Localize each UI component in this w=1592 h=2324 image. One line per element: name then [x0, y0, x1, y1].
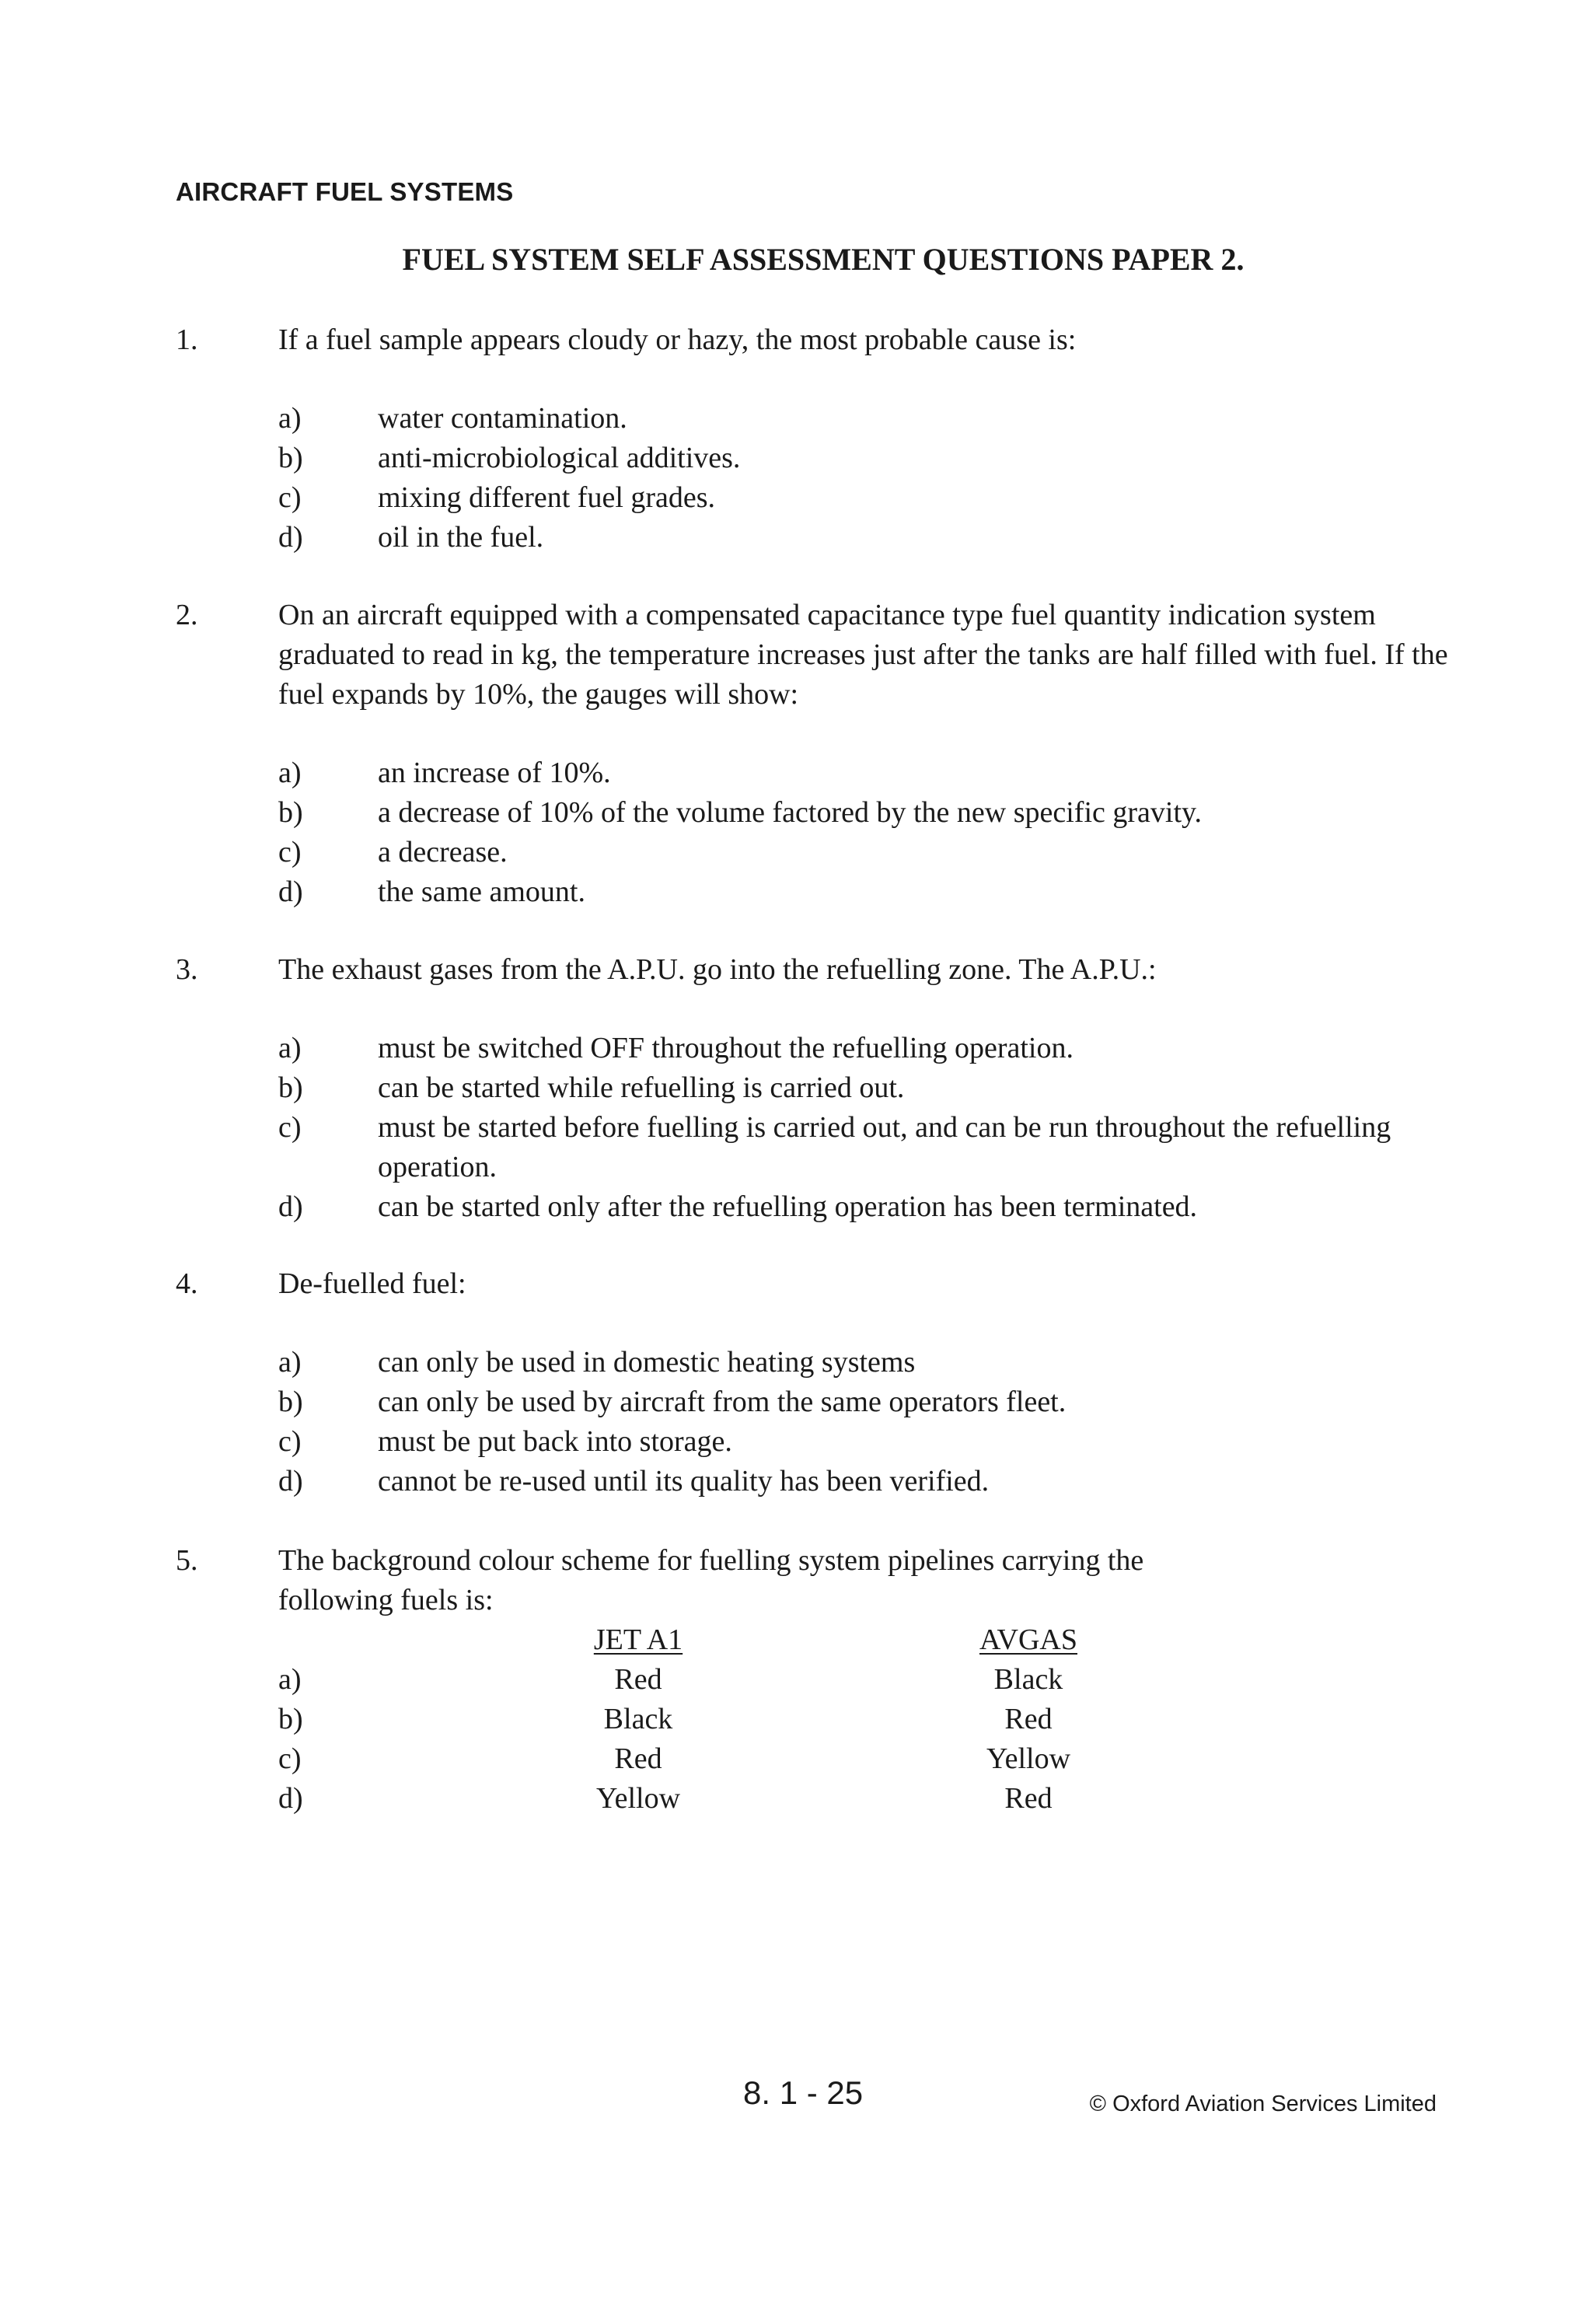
option-letter: a) [278, 757, 302, 789]
jet-a1-colour: Red [614, 1742, 662, 1775]
question-5 [176, 1541, 1451, 1819]
page-number: 8. 1 - 25 [743, 2074, 864, 2111]
option-letter: a) [278, 1346, 302, 1379]
option-letter: b) [278, 1386, 303, 1418]
option-letter: d) [278, 1465, 303, 1497]
question-2 [176, 596, 1451, 912]
option-d [278, 518, 1451, 557]
option-text: oil in the fuel. [378, 521, 544, 554]
question-stem: If a fuel sample appears cloudy or hazy, the most probable cause is: [278, 323, 1077, 356]
option-c [278, 1422, 1451, 1462]
option-text: a decrease. [378, 836, 508, 868]
question-stem-line: The background colour scheme for fuelling system pipelines carrying the [278, 1544, 1144, 1577]
option-letter: b) [278, 442, 303, 474]
question-number: 4. [176, 1267, 198, 1300]
colour-table [278, 1620, 1451, 1819]
table-row [278, 1739, 1451, 1779]
option-text: cannot be re-used until its quality has been verified. [378, 1465, 990, 1497]
option-text: mixing different fuel grades. [378, 481, 716, 514]
column-header-avgas: AVGAS [979, 1623, 1077, 1656]
option-a [278, 399, 1451, 439]
option-letter: a) [278, 402, 302, 435]
section-title: AIRCRAFT FUEL SYSTEMS [176, 177, 514, 206]
table-row [278, 1660, 1451, 1700]
option-a [278, 1343, 1451, 1382]
option-c [278, 1108, 1451, 1187]
option-text: can be started while refuelling is carried out. [378, 1071, 905, 1104]
option-letter: b) [278, 796, 303, 829]
option-d [278, 1187, 1451, 1227]
option-text: water contamination. [378, 402, 627, 435]
avgas-colour: Red [1004, 1703, 1053, 1735]
question-number: 3. [176, 953, 198, 986]
option-d [278, 872, 1451, 912]
option-c [278, 478, 1451, 518]
option-b [278, 439, 1451, 478]
jet-a1-colour: Yellow [595, 1782, 681, 1815]
option-letter: b) [278, 1071, 303, 1104]
answer-options [278, 1029, 1451, 1227]
option-letter: d) [278, 875, 303, 908]
option-text: can only be used by aircraft from the same operators fleet. [378, 1386, 1067, 1418]
question-stem: De-fuelled fuel: [278, 1267, 466, 1300]
answer-options [278, 1343, 1451, 1501]
question-1 [176, 320, 1451, 557]
option-letter: d) [278, 1782, 303, 1815]
paper-title: FUEL SYSTEM SELF ASSESSMENT QUESTIONS PAPER 2. [402, 242, 1245, 277]
question-stem [278, 1541, 1451, 1620]
answer-options [278, 753, 1451, 912]
avgas-colour: Red [1004, 1782, 1053, 1815]
option-text: must be put back into storage. [378, 1425, 732, 1458]
option-c [278, 833, 1451, 872]
option-d [278, 1462, 1451, 1501]
option-text: must be started before fuelling is carried out, and can be run throughout the refuelling operation. [378, 1111, 1391, 1183]
option-letter: c) [278, 1111, 302, 1144]
option-text: must be switched OFF throughout the refuelling operation. [378, 1032, 1074, 1064]
jet-a1-colour: Red [614, 1663, 662, 1696]
option-b [278, 1068, 1451, 1108]
question-stem: On an aircraft equipped with a compensated capacitance type fuel quantity indication system graduated to read in kg, the temperature increases just after the tanks are half filled with fuel. If the fuel expands by 10%, the gauges will show: [278, 599, 1448, 711]
question-3 [176, 950, 1451, 1227]
jet-a1-colour: Black [603, 1703, 673, 1735]
table-header-row [278, 1620, 1451, 1660]
avgas-colour: Black [993, 1663, 1063, 1696]
table-row [278, 1700, 1451, 1739]
option-letter: b) [278, 1703, 303, 1735]
copyright-notice: © Oxford Aviation Services Limited [1089, 2092, 1437, 2116]
option-a [278, 1029, 1451, 1068]
option-letter: c) [278, 1742, 302, 1775]
option-letter: d) [278, 521, 303, 554]
option-letter: c) [278, 1425, 302, 1458]
avgas-colour: Yellow [986, 1742, 1071, 1775]
option-a [278, 753, 1451, 793]
option-letter: a) [278, 1032, 302, 1064]
question-stem-line: following fuels is: [278, 1584, 494, 1616]
option-letter: c) [278, 481, 302, 514]
option-text: a decrease of 10% of the volume factored by the new specific gravity. [378, 796, 1203, 829]
option-text: the same amount. [378, 875, 585, 908]
option-text: an increase of 10%. [378, 757, 611, 789]
option-text: can be started only after the refuelling operation has been terminated. [378, 1190, 1198, 1223]
option-letter: c) [278, 836, 302, 868]
option-b [278, 793, 1451, 833]
question-stem: The exhaust gases from the A.P.U. go into the refuelling zone. The A.P.U.: [278, 953, 1157, 986]
option-b [278, 1382, 1451, 1422]
option-letter: a) [278, 1663, 302, 1696]
question-number: 1. [176, 323, 198, 356]
table-row [278, 1779, 1451, 1819]
column-header-jet-a1: JET A1 [593, 1623, 683, 1656]
question-number: 2. [176, 599, 198, 631]
option-letter: d) [278, 1190, 303, 1223]
option-text: anti-microbiological additives. [378, 442, 741, 474]
question-4 [176, 1264, 1451, 1501]
option-text: can only be used in domestic heating systems [378, 1346, 916, 1379]
answer-options [278, 399, 1451, 557]
question-number: 5. [176, 1544, 198, 1577]
